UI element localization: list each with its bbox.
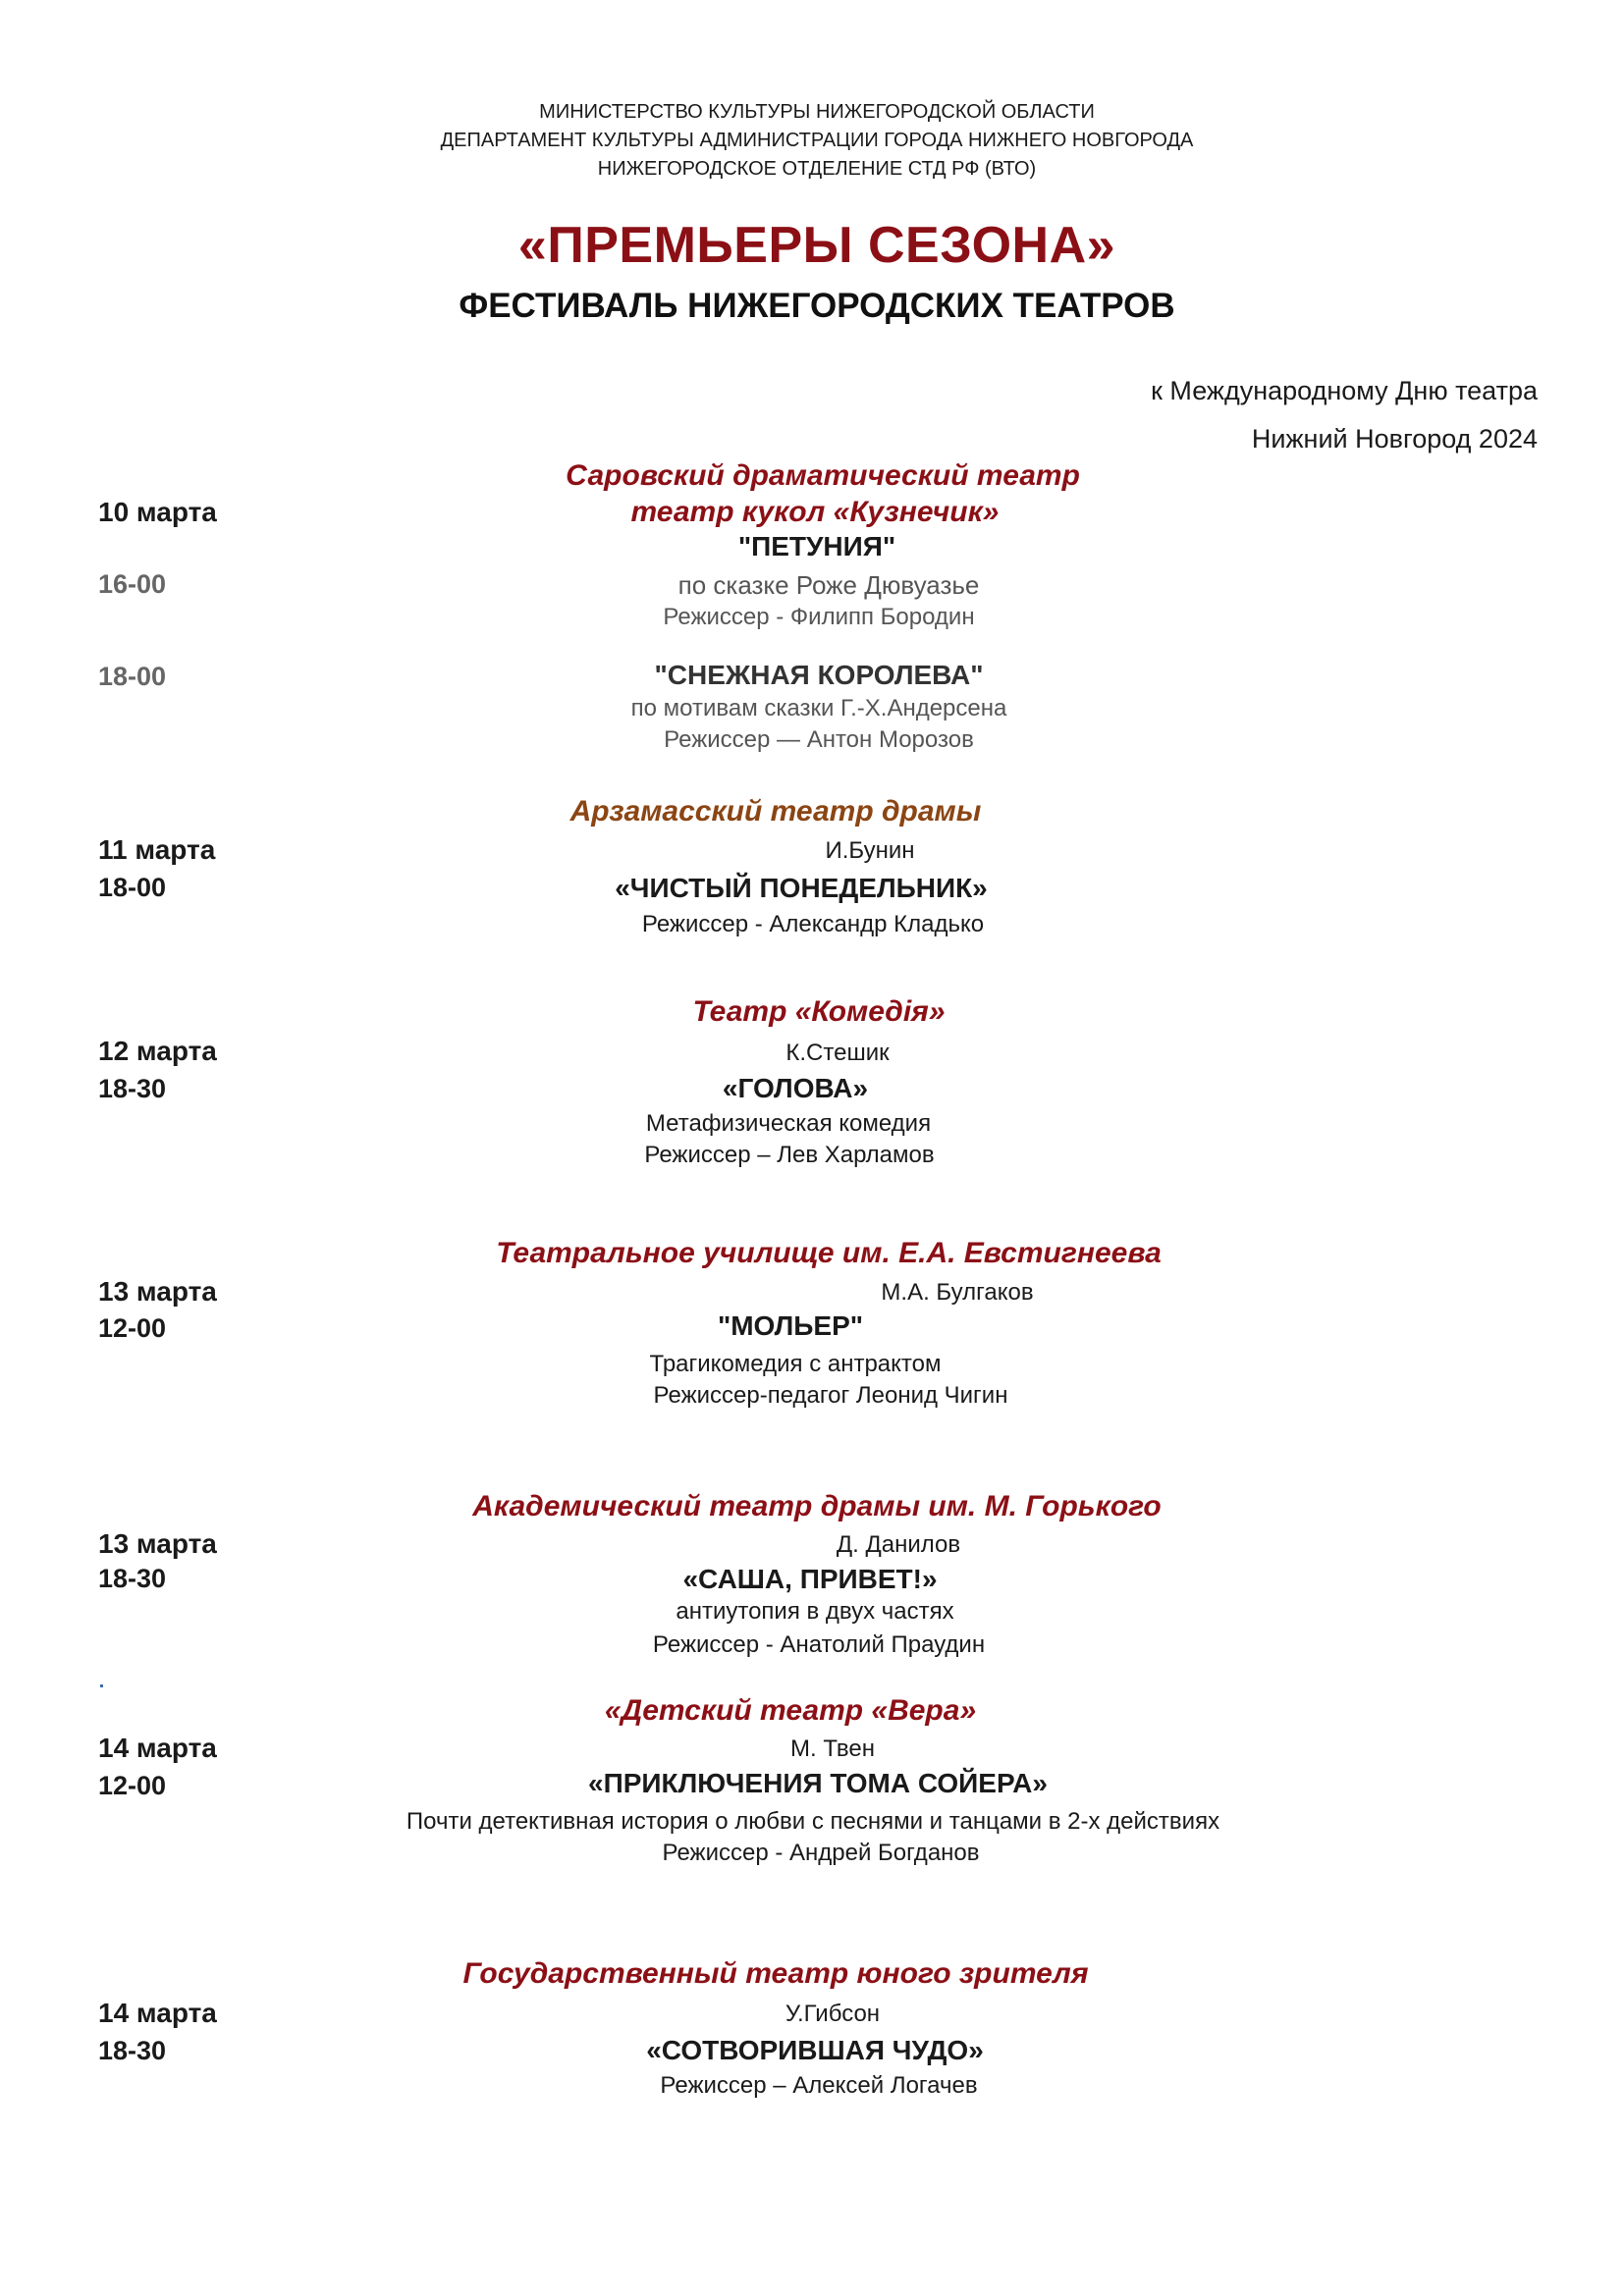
show-time: 18-30 [98, 2036, 167, 2065]
std-line: НИЖЕГОРОДСКОЕ ОТДЕЛЕНИЕ СТД РФ (ВТО) [597, 158, 1037, 180]
show-time: 18-00 [98, 873, 167, 902]
place-year: Нижний Новгород 2024 [1251, 424, 1538, 454]
event-date: 11 марта [98, 834, 216, 865]
play-director: Режиссер - Филипп Бородин [663, 604, 975, 630]
play-director: Режиссер — Антон Морозов [664, 726, 974, 753]
play-director: Режиссер - Александр Кладько [641, 911, 985, 937]
show-time: 12-00 [98, 1771, 167, 1800]
event-date: 14 марта [98, 1733, 217, 1763]
play-director: Режиссер-педагог Леонид Чигин [653, 1382, 1008, 1409]
play-note: по сказке Роже Дювуазье [677, 570, 980, 600]
play-title: «ПРИКЛЮЧЕНИЯ ТОМА СОЙЕРА» [588, 1768, 1048, 1798]
play-director: Режиссер – Лев Харламов [644, 1142, 935, 1168]
event-date: 13 марта [98, 1276, 217, 1307]
festival-subtitle: ФЕСТИВАЛЬ НИЖЕГОРОДСКИХ ТЕАТРОВ [459, 287, 1175, 325]
play-author: Д. Данилов [836, 1531, 961, 1558]
show-time: 12-00 [98, 1313, 167, 1343]
play-author: И.Бунин [825, 837, 915, 864]
event-date: 12 марта [98, 1036, 217, 1066]
play-author: М. Твен [789, 1735, 876, 1762]
play-author: К.Стешик [785, 1040, 890, 1066]
play-note: антиутопия в двух частях [676, 1598, 954, 1625]
play-author: У.Гибсон [785, 2001, 881, 2027]
play-title: "СНЕЖНАЯ КОРОЛЕВА" [654, 660, 984, 690]
event-date: 10 марта [98, 497, 217, 527]
event-date: 13 марта [98, 1528, 217, 1559]
theatre-name: Саровский драматический театр [566, 459, 1080, 492]
play-director: Режиссер – Алексей Логачев [660, 2072, 978, 2099]
play-title: «САША, ПРИВЕТ!» [682, 1564, 938, 1594]
play-title: «СОТВОРИВШАЯ ЧУДО» [646, 2035, 984, 2065]
play-title: "ПЕТУНИЯ" [737, 531, 896, 561]
play-title: «ГОЛОВА» [722, 1073, 869, 1103]
play-note: по мотивам сказки Г.-Х.Андерсена [630, 695, 1007, 721]
play-title: «ЧИСТЫЙ ПОНЕДЕЛЬНИК» [615, 873, 988, 903]
play-note: Почти детективная история о любви с песнями и танцами в 2-х действиях [406, 1808, 1220, 1835]
theatre-name: Государственный театр юного зрителя [462, 1957, 1089, 1990]
play-author: М.А. Булгаков [881, 1279, 1034, 1306]
stray-dot [100, 1684, 103, 1687]
theatre-name: Театр «Комедiя» [692, 995, 946, 1028]
play-title: "МОЛЬЕР" [717, 1310, 864, 1341]
event-date: 14 марта [98, 1998, 217, 2028]
play-director: Режиссер - Анатолий Праудин [652, 1631, 986, 1658]
show-time: 18-30 [98, 1074, 167, 1103]
show-time: 18-30 [98, 1564, 167, 1593]
ministry-line: МИНИСТЕРСТВО КУЛЬТУРЫ НИЖЕГОРОДСКОЙ ОБЛАСТИ [539, 101, 1095, 123]
show-time: 18-00 [98, 662, 167, 691]
theatre-name: Арзамасский театр драмы [569, 795, 982, 828]
play-note: Метафизическая комедия [645, 1110, 932, 1137]
festival-title: «ПРЕМЬЕРЫ СЕЗОНА» [517, 217, 1116, 274]
theatre-name: «Детский театр «Вера» [604, 1694, 977, 1727]
play-note: Трагикомедия с антрактом [649, 1351, 942, 1377]
occasion-text: к Международному Дню театра [1151, 376, 1538, 405]
department-line: ДЕПАРТАМЕНТ КУЛЬТУРЫ АДМИНИСТРАЦИИ ГОРОДА НИЖНЕГО НОВГОРОДА [440, 130, 1194, 151]
show-time: 16-00 [98, 569, 167, 599]
theatre-name: Театральное училище им. Е.А. Евстигнеева [496, 1237, 1162, 1269]
theatre-name-line2: театр кукол «Кузнечик» [630, 496, 1000, 528]
theatre-name: Академический театр драмы им. М. Горького [472, 1490, 1162, 1522]
play-director: Режиссер - Андрей Богданов [662, 1840, 980, 1866]
